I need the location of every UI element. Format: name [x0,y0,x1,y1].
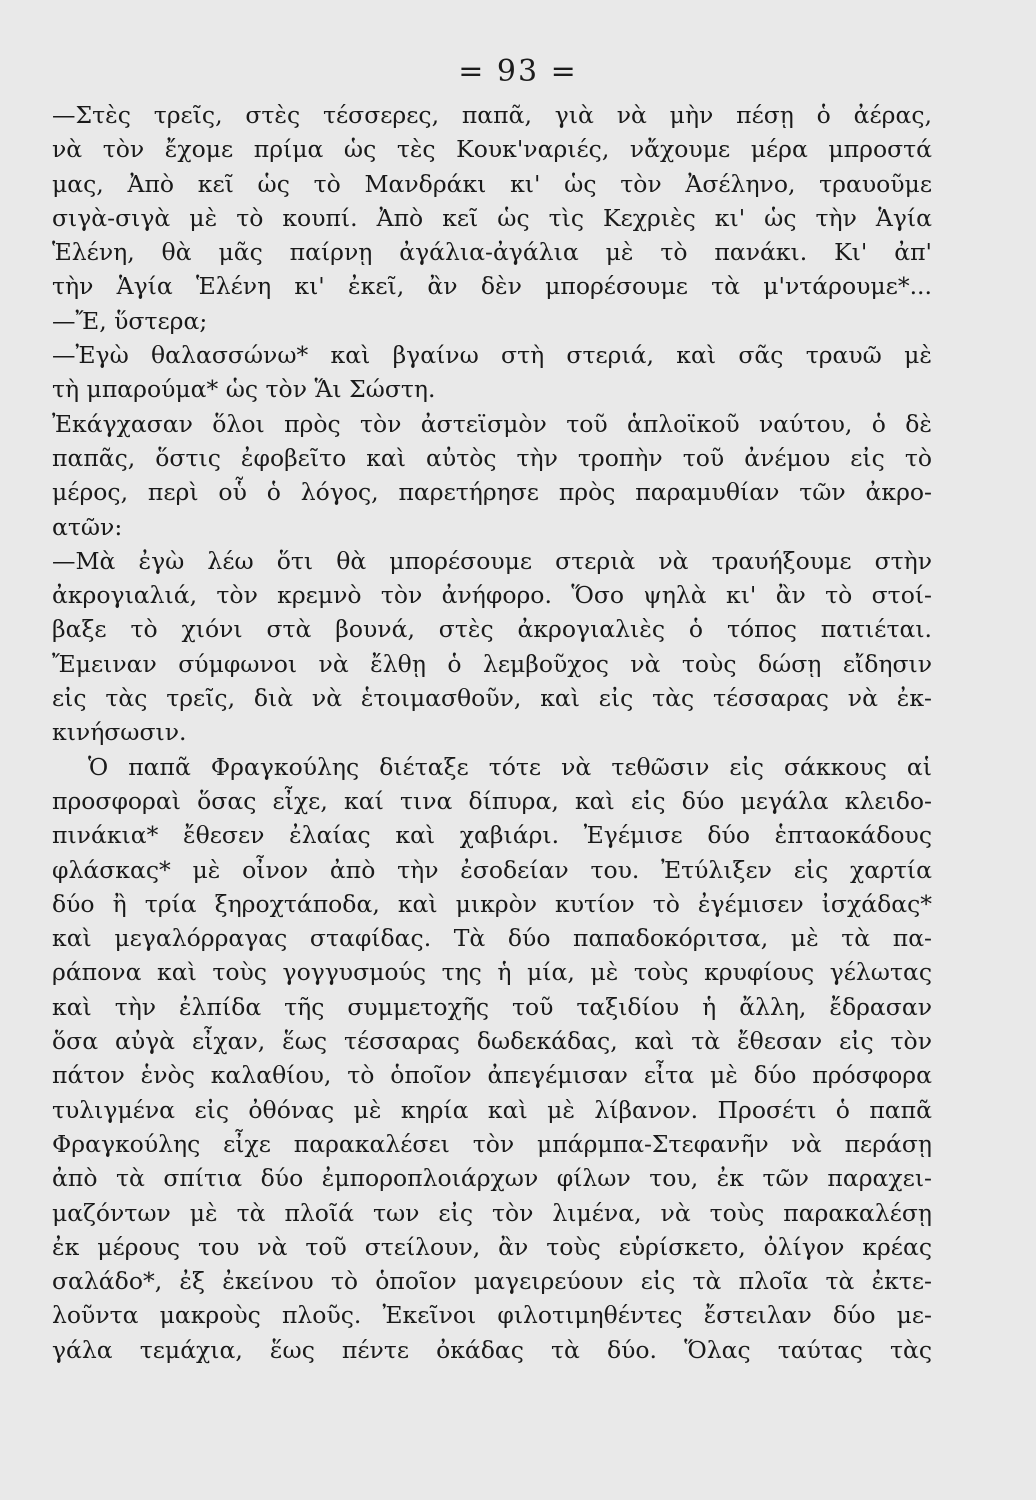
text-line: Ἑλένη, θὰ μᾶς παίρνῃ ἀγάλια-ἀγάλια μὲ τὸ πανάκι. Κι' ἀπ' [52,238,932,267]
text-line: —Μὰ ἐγὼ λέω ὅτι θὰ μπορέσουμε στεριὰ νὰ τραυήξουμε στὴν [52,546,932,575]
text-line: ατῶν: [52,512,123,541]
text-line: καὶ μεγαλόρραγας σταφίδας. Τὰ δύο παπαδοκόριτσα, μὲ τὰ πα- [52,924,932,953]
text-line: ράπονα καὶ τοὺς γογγυσμούς της ἡ μία, μὲ τοὺς κρυφίους γέλωτας [52,958,932,987]
text-line: νὰ τὸν ἔχομε πρίμα ὡς τὲς Κουκ'ναριές, νἄχουμε μέρα μπροστά [52,135,932,164]
text-line: λοῦντα μακροὺς πλοῦς. Ἐκεῖνοι φιλοτιμηθέντες ἔστειλαν δύο με- [52,1301,932,1330]
text-line: —Ἔ, ὕστερα; [52,306,208,335]
text-line: μας, Ἀπὸ κεῖ ὡς τὸ Μανδράκι κι' ὡς τὸν Ἀσέληνο, τραυοῦμε [52,169,932,198]
text-line: γάλα τεμάχια, ἕως πέντε ὀκάδας τὰ δύο. Ὅλας ταύτας τὰς [52,1335,932,1364]
text-line: φλάσκας* μὲ οἶνον ἀπὸ τὴν ἐσοδείαν του. Ἐτύλιξεν εἰς χαρτία [52,855,932,884]
text-line: Ὁ παπᾶ Φραγκούλης διέταξε τότε νὰ τεθῶσιν εἰς σάκκους αἱ [88,752,932,781]
text-line: ἐκ μέρους του νὰ τοῦ στείλουν, ἂν τοὺς εὑρίσκετο, ὀλίγον κρέας [52,1232,932,1261]
text-line: ὅσα αὐγὰ εἶχαν, ἕως τέσσαρας δωδεκάδας, καὶ τὰ ἔθεσαν εἰς τὸν [52,1027,932,1056]
text-line: βαξε τὸ χιόνι στὰ βουνά, στὲς ἀκρογιαλιὲς ὁ τόπος πατιέται. [52,615,932,644]
text-line: παπᾶς, ὅστις ἐφοβεῖτο καὶ αὐτὸς τὴν τροπὴν τοῦ ἀνέμου εἰς τὸ [52,443,932,472]
text-line: εἰς τὰς τρεῖς, διὰ νὰ ἑτοιμασθοῦν, καὶ εἰς τὰς τέσσαρας νὰ ἐκ- [52,684,932,713]
text-line: τὴν Ἁγία Ἑλένη κι' ἐκεῖ, ἂν δὲν μπορέσουμε τὰ μ'ντάρουμε*... [52,272,932,301]
text-line: δύο ἢ τρία ξηροχτάποδα, καὶ μικρὸν κυτίον τὸ ἐγέμισεν ἰσχάδας* [52,889,932,918]
text-line: πάτον ἑνὸς καλαθίου, τὸ ὁποῖον ἀπεγέμισαν εἶτα μὲ δύο πρόσφορα [52,1061,932,1090]
text-line: τὴ μπαρούμα* ὡς τὸν Ἅι Σώστη. [52,375,436,404]
text-line: πινάκια* ἔθεσεν ἐλαίας καὶ χαβιάρι. Ἐγέμισε δύο ἑπταοκάδους [52,821,932,850]
text-line: Φραγκούλης εἶχε παρακαλέσει τὸν μπάρμπα-Στεφανῆν νὰ περάσῃ [52,1129,932,1158]
text-line: ἀπὸ τὰ σπίτια δύο ἐμποροπλοιάρχων φίλων του, ἐκ τῶν παραχει- [52,1164,932,1193]
text-line: —Ἐγὼ θαλασσώνω* καὶ βγαίνω στὴ στεριά, καὶ σᾶς τραυῶ μὲ [52,341,932,370]
text-line: τυλιγμένα εἰς ὀθόνας μὲ κηρία καὶ μὲ λίβανον. Προσέτι ὁ παπᾶ [52,1095,932,1124]
text-line: καὶ τὴν ἐλπίδα τῆς συμμετοχῆς τοῦ ταξιδίου ἡ ἄλλη, ἔδρασαν [52,992,932,1021]
text-line: Ἔμειναν σύμφωνοι νὰ ἔλθῃ ὁ λεμβοῦχος νὰ τοὺς δώσῃ εἴδησιν [52,649,932,678]
text-line: κινήσωσιν. [52,718,187,747]
text-line: ἀκρογιαλιά, τὸν κρεμνὸ τὸν ἀνήφορο. Ὅσο ψηλὰ κι' ἂν τὸ στοί- [52,581,932,610]
body-text [52,98,932,1367]
text-line: μαζόντων μὲ τὰ πλοῖά των εἰς τὸν λιμένα, νὰ τοὺς παρακαλέσῃ [52,1198,932,1227]
text-line: σαλάδο*, ἐξ ἐκείνου τὸ ὁποῖον μαγειρεύουν εἰς τὰ πλοῖα τὰ ἐκτε- [52,1267,932,1296]
text-line: μέρος, περὶ οὗ ὁ λόγος, παρετήρησε πρὸς παραμυθίαν τῶν ἀκρο- [52,478,932,507]
text-line: Ἐκάγχασαν ὅλοι πρὸς τὸν ἀστεϊσμὸν τοῦ ἁπλοϊκοῦ ναύτου, ὁ δὲ [52,409,932,438]
text-line: προσφοραὶ ὅσας εἶχε, καί τινα δίπυρα, καὶ εἰς δύο μεγάλα κλειδο- [52,786,932,815]
page-number: = 93 = [458,54,578,89]
text-line: —Στὲς τρεῖς, στὲς τέσσερες, παπᾶ, γιὰ νὰ μὴν πέσῃ ὁ ἀέρας, [52,101,932,129]
text-line: σιγὰ-σιγὰ μὲ τὸ κουπί. Ἀπὸ κεῖ ὡς τὶς Κεχριὲς κι' ὡς τὴν Ἁγία [52,203,932,232]
